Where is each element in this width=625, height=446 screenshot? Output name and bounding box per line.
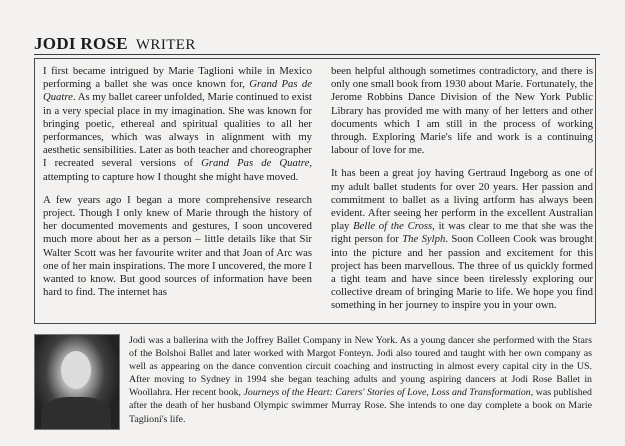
article-right-column <box>331 65 593 323</box>
article-paragraph: been helpful although sometimes contradictory, and there is only one small book from 1930 about Marie. Fortunately, the Jerome Robbins Dance Division of the New York Public Library has provided me with many of her letters and other documents which I am still in the process of working through. Exploring Marie's life and work is a continuing labour of love for me. <box>331 65 593 157</box>
author-name: JODI ROSE <box>34 34 128 53</box>
article-paragraph: A few years ago I began a more comprehensive research project. Though I only knew of Marie through the history of her documented movements and gestures, I soon uncovered much more about her as a person – little details like that Sir Walter Scott was her favourite writer and that Joan of Arc was one of her main inspirations. The more I uncovered, the more I wanted to know. But good sources of information have been hard to find. The internet has <box>43 193 312 299</box>
header-divider <box>34 54 600 55</box>
photo-shoulder-shape <box>41 397 111 430</box>
author-role: WRITER <box>135 37 196 53</box>
author-photo <box>34 334 120 430</box>
article-paragraph <box>331 167 593 312</box>
article-box <box>34 58 596 324</box>
text-run: , attempting to capture how I thought she might have moved. <box>43 157 312 183</box>
text-run: , it was clear to me that she was the right person for <box>331 220 593 246</box>
ballet-title: Grand Pas de Quatre <box>43 78 313 104</box>
ballet-title: Grand Pas de Quatre <box>201 157 310 170</box>
text-run: Jodi was a ballerina with the Joffrey Ballet Company in New York. As a young dancer she performed with the Stars of the Bolshoi Ballet and later worked with Margot Fonteyn. Jodi also toured and taught with her own company as well as appearing on the dance convention circuit coaching and instructing in almost every capital city in the US. After moving to Sydney in 1994 she began teaching adults and young aspiring dancers at Jodi Rose Ballet in Woollahra. Her recent book, <box>129 335 592 399</box>
author-header <box>34 34 196 54</box>
article-left-column <box>43 65 312 309</box>
text-run: , was published after the death of her husband Olympic swimmer Murray Rose. She intends to one day complete a book on Marie Taglioni's life. <box>129 387 592 425</box>
article-paragraph <box>43 65 312 184</box>
ballet-title: The Sylph <box>402 233 446 246</box>
photo-face-shape <box>61 351 91 389</box>
book-title: Journeys of the Heart: Carers' Stories of Love, Loss and Transformation <box>243 387 531 399</box>
text-run: It has been a great joy having Gertraud Ingeborg as one of my adult ballet students for over 20 years. Her passion and commitment to ballet as a living artform has always been evident. After seeing her perform in the excellent Australian play <box>331 167 593 233</box>
text-run: I first became intrigued by Marie Taglioni while in Mexico performing a ballet she was once known for, <box>43 65 312 91</box>
author-bio <box>34 334 596 438</box>
text-run: . Soon Colleen Cook was brought into the picture and her passion and excitement for this project has been marvellous. The three of us quickly formed a tight team and have since been tirelessly exploring our collective dream of bringing Marie to life. We hope you find something in her journey to inspire you in your own. <box>331 233 594 312</box>
bio-text <box>129 334 592 426</box>
text-run: . As my ballet career unfolded, Marie continued to exist in a very special place in my imagination. She was known for bringing poetic, ethereal and spiritual qualities to all her performances, which was always in alignment with my aesthetic sensibilities. Later as both teacher and choreographer I recreated several versions of <box>43 91 312 170</box>
play-title: Belle of the Cross <box>353 220 433 233</box>
